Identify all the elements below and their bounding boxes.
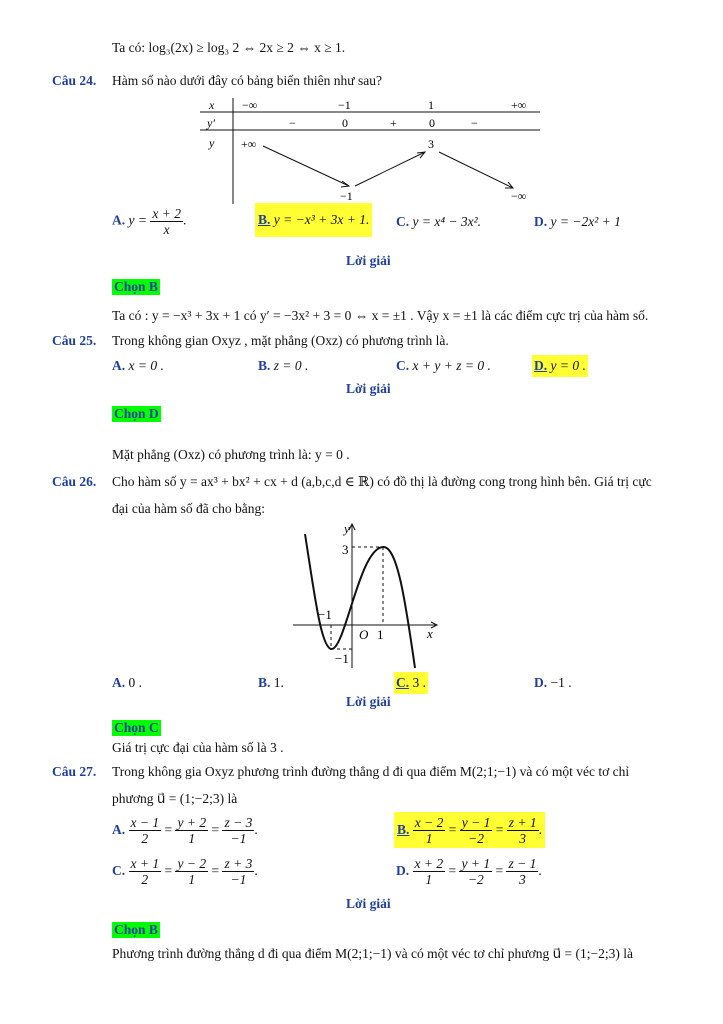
q26-chon: Chọn C — [114, 720, 159, 735]
table-y-val: +∞ — [241, 137, 257, 151]
q24-option-c: C. y = x⁴ − 3x². — [396, 214, 482, 229]
table-yp-zero: 0 — [342, 116, 348, 130]
q27-text-2: phương u⃗ = (1;−2;3) là — [112, 791, 238, 806]
q26-option-d: D. −1 . — [534, 675, 572, 690]
table-y-val: −∞ — [511, 189, 527, 203]
q27-option-b: B. $\frac{x - 2}{1}$ = $\frac{y - 1}{-2}$ = $\frac{z + 1}{3}$ . — [394, 812, 545, 848]
q25-solution: Mặt phẳng (Oxz) có phương trình là: y = 0 . — [112, 447, 350, 462]
graph-label-neg1-y: −1 — [335, 651, 349, 666]
table-y-val: 3 — [428, 137, 434, 151]
q25-text: Trong không gian Oxyz , mặt phẳng (Oxz) có phương trình là. — [112, 333, 449, 348]
q26-option-c: C. 3 . — [394, 672, 428, 694]
intro-line: Ta có: log₃(2x) ≥ log₃ 2 ⇔ 2x ≥ 2 ⇔ x ≥ 1. — [112, 40, 346, 55]
table-yp-sign: − — [289, 116, 296, 130]
q27-loi-giai: Lời giải — [346, 896, 391, 911]
table-x-val: +∞ — [511, 98, 527, 112]
table-yp-sign: + — [390, 116, 397, 130]
q25-option-d: D. y = 0 . — [532, 355, 588, 377]
q27-chon: Chọn B — [114, 922, 158, 937]
variation-table — [195, 96, 545, 208]
table-yp-zero: 0 — [429, 116, 435, 130]
q24-opt-a-letter: A. — [112, 212, 126, 228]
q27-label: Câu 27. — [52, 764, 97, 779]
q25-loi-giai: Lời giải — [346, 381, 391, 396]
q26-text-2: đại của hàm số đã cho bằng: — [112, 501, 265, 516]
q24-option-b: B. y = −x³ + 3x + 1. — [255, 203, 372, 237]
q26-loi-giai: Lời giải — [346, 694, 391, 709]
q24-chon: Chọn B — [114, 279, 158, 294]
q24-option-a: A. y = $\frac{x + 2}{x}$ . — [112, 206, 187, 237]
q26-option-b: B. 1. — [258, 675, 284, 690]
q27-text-1: Trong không gia Oxyz phương trình đường thẳng d đi qua điểm M(2;1;−1) và có một véc tơ chỉ — [112, 764, 630, 779]
table-x-label: x — [209, 98, 215, 112]
graph-label-neg1-x: −1 — [318, 607, 332, 622]
graph-label-1: 1 — [377, 627, 384, 642]
q25-option-b: B. z = 0 . — [258, 358, 309, 373]
q27-option-a: A. $\frac{x - 1}{2}$ = $\frac{y + 2}{1}$ = $\frac{z - 3}{-1}$ . — [112, 815, 258, 847]
table-x-val: −∞ — [242, 98, 258, 112]
graph-x-axis: x — [427, 626, 433, 641]
table-y-val: −1 — [340, 189, 353, 203]
q25-option-a: A. x = 0 . — [112, 358, 164, 373]
table-x-val: 1 — [428, 98, 434, 112]
q24-text: Hàm số nào dưới đây có bảng biến thiên như sau? — [112, 73, 382, 88]
q26-option-a: A. 0 . — [112, 675, 142, 690]
q24-label: Câu 24. — [52, 73, 97, 88]
graph-label-3: 3 — [342, 542, 349, 557]
q24-solution: Ta có : y = −x³ + 3x + 1 có y′ = −3x² + 3 = 0 ⇔ x = ±1 . Vậy x = ±1 là các điểm cực trị của hàm số. — [112, 308, 649, 323]
q27-option-d: D. $\frac{x + 2}{1}$ = $\frac{y + 1}{-2}$ = $\frac{z - 1}{3}$ . — [396, 856, 542, 888]
table-yp-sign: − — [471, 116, 478, 130]
graph-y-axis: y — [344, 521, 350, 536]
q26-solution: Giá trị cực đại của hàm số là 3 . — [112, 740, 284, 755]
q25-chon: Chọn D — [114, 406, 159, 421]
q25-label: Câu 25. — [52, 333, 97, 348]
table-x-val: −1 — [338, 98, 351, 112]
q26-text-1: Cho hàm số y = ax³ + bx² + cx + d (a,b,c,d ∈ ℝ) có đồ thị là đường cong trong hình bên. Giá trị cực — [112, 474, 652, 489]
table-yp-label: y′ — [207, 116, 215, 130]
q27-option-c: C. $\frac{x + 1}{2}$ = $\frac{y - 2}{1}$ = $\frac{z + 3}{-1}$ . — [112, 856, 258, 888]
q26-label: Câu 26. — [52, 474, 97, 489]
q24-opt-a-frac: $\frac{x + 2}{x}$ — [152, 206, 181, 237]
q24-option-d: D. y = −2x² + 1 — [534, 214, 621, 229]
q25-option-c: C. x + y + z = 0 . — [396, 358, 491, 373]
table-y-label: y — [209, 136, 215, 150]
q24-loi-giai: Lời giải — [346, 253, 391, 268]
graph-origin: O — [359, 627, 369, 642]
q24-opt-a-lhs: y = — [128, 212, 147, 228]
cubic-graph — [285, 518, 445, 670]
q27-solution: Phương trình đường thẳng d đi qua điểm M(2;1;−1) và có một véc tơ chỉ phương u⃗ = (1;−2;3) là — [112, 946, 633, 961]
